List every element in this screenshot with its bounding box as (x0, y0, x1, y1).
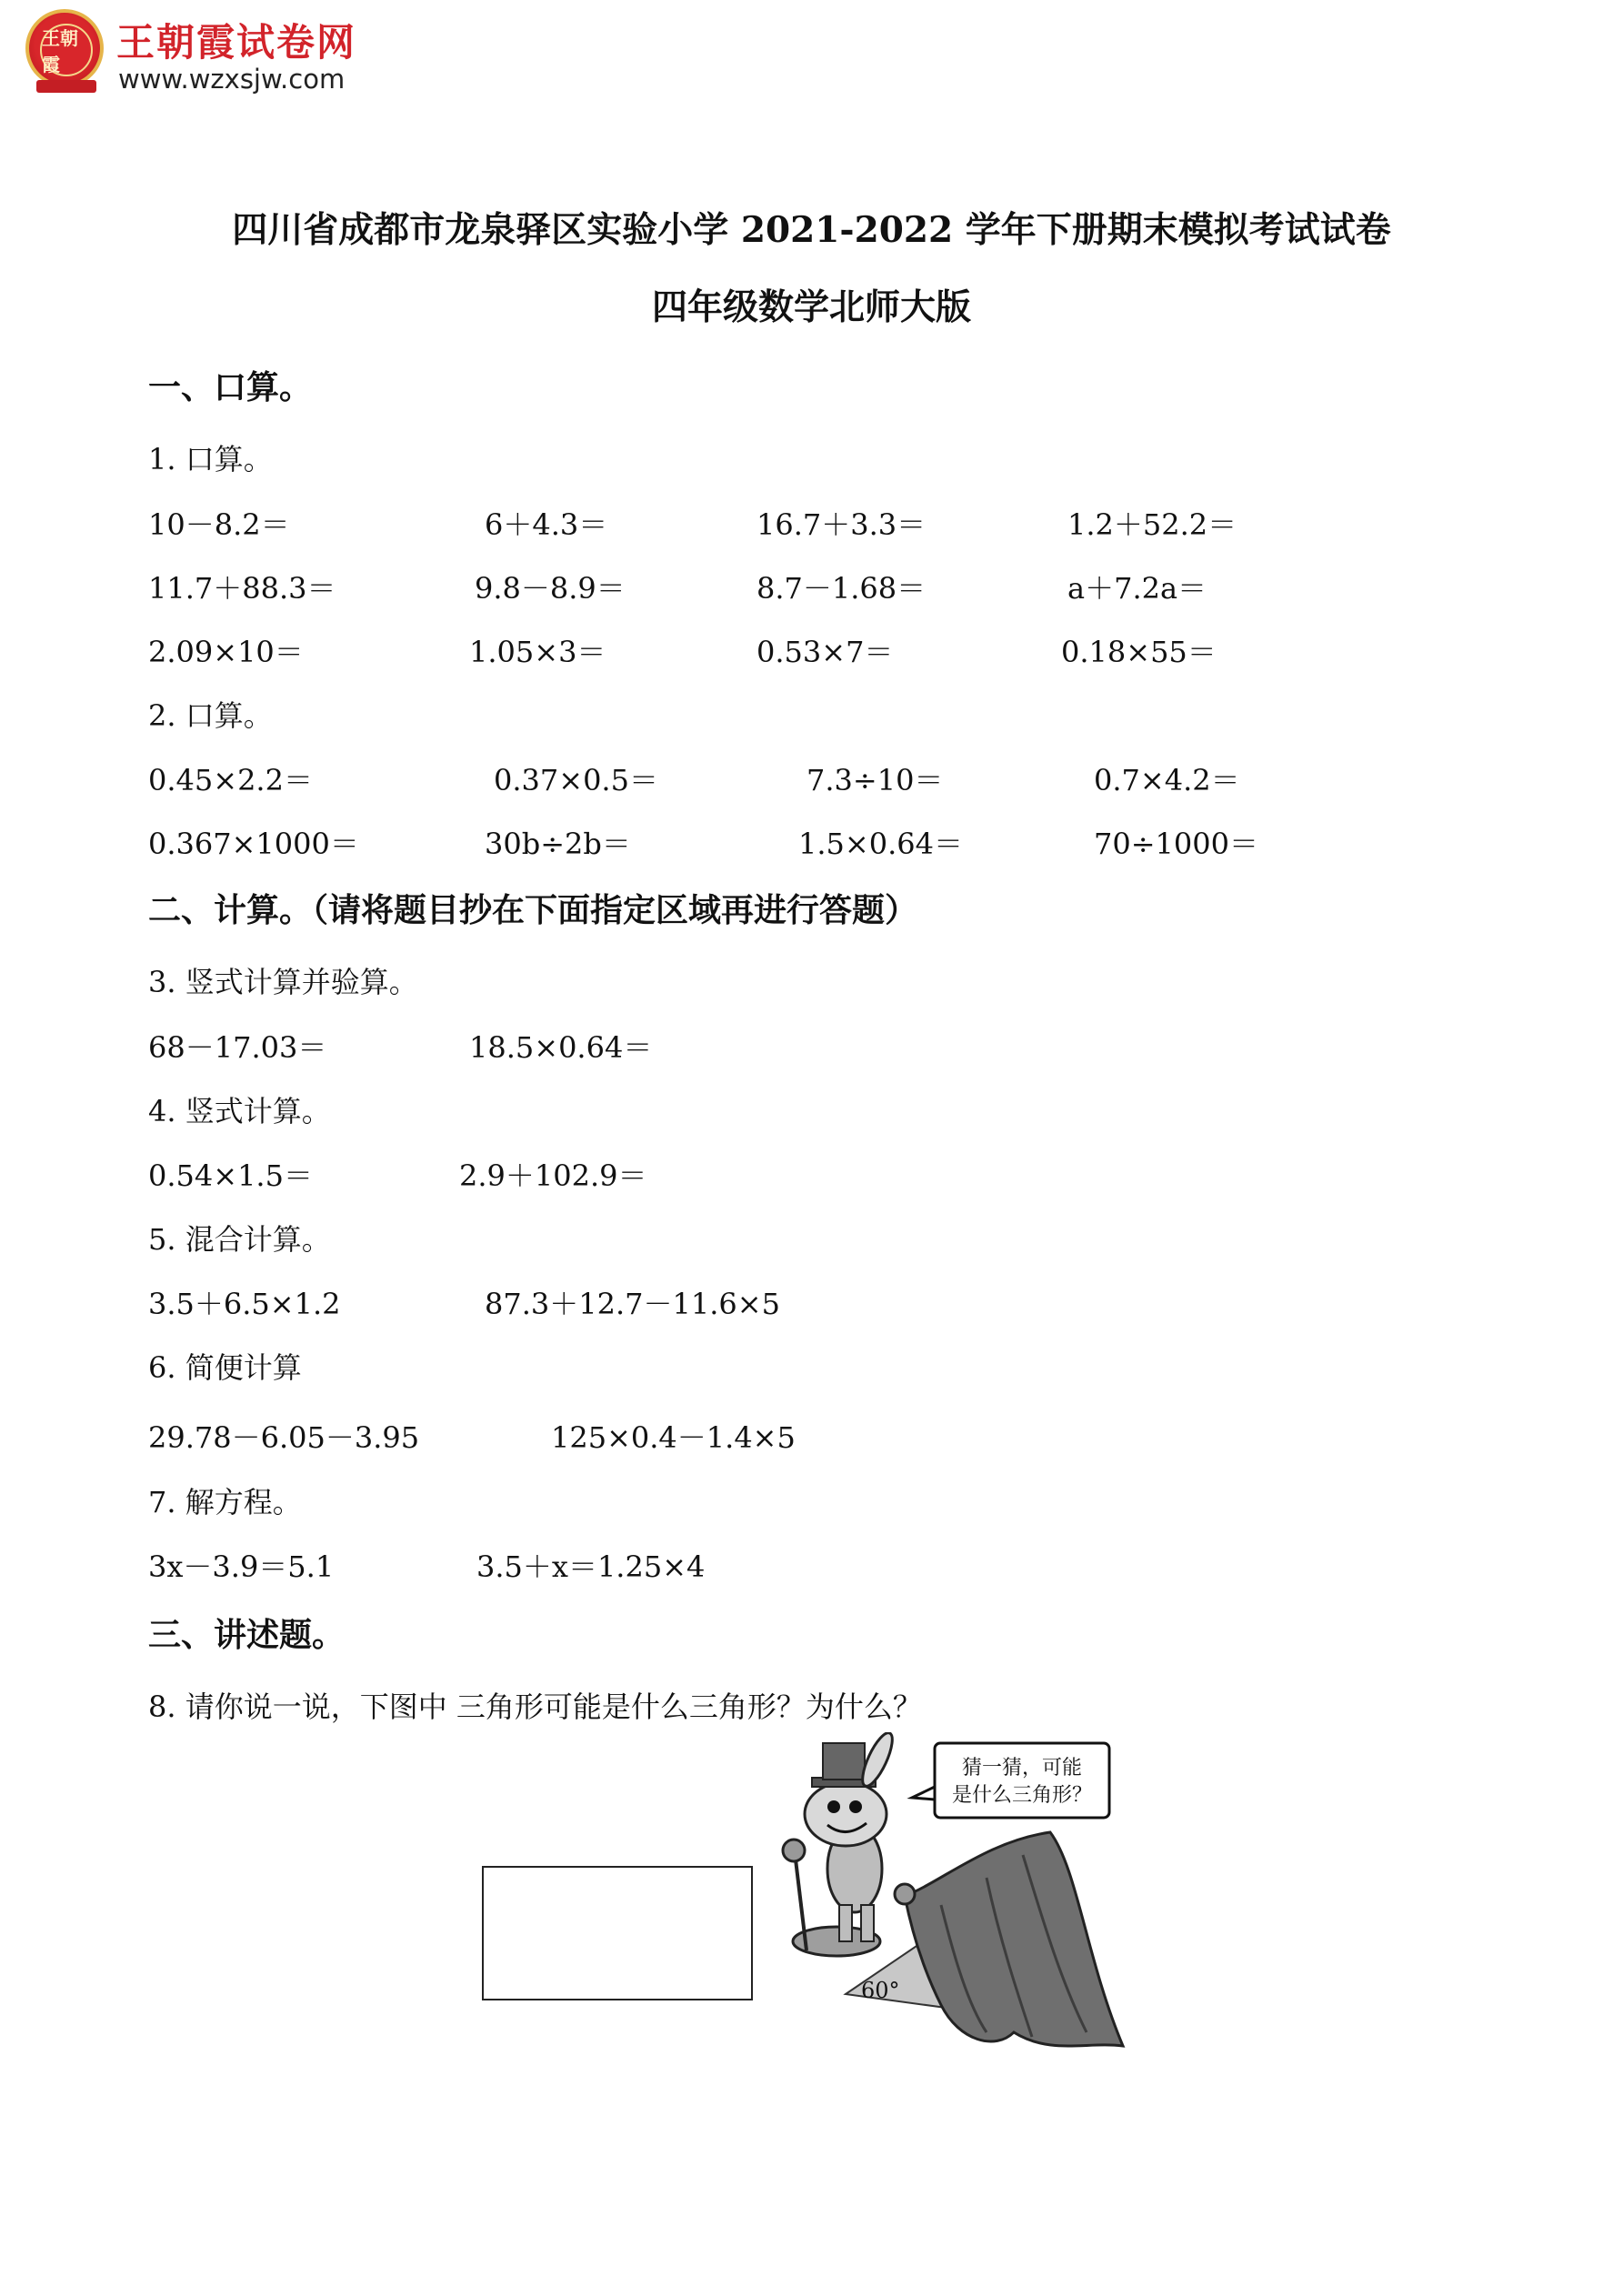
q3-item: 18.5×0.64＝ (469, 1030, 653, 1065)
logo-text: 王朝霞 (40, 24, 93, 76)
q2-item: 0.7×4.2＝ (1094, 763, 1240, 797)
q3-label: 3. 竖式计算并验算。 (148, 965, 418, 999)
q2-item: 0.37×0.5＝ (494, 763, 658, 797)
logo-ribbon (36, 80, 96, 93)
q1-label: 1. 口算。 (148, 442, 273, 476)
q1-item: 1.2＋52.2＝ (1067, 507, 1237, 542)
q7-item: 3.5＋x＝1.25×4 (476, 1549, 706, 1584)
q2-item: 0.367×1000＝ (148, 827, 359, 861)
q2-item: 30b÷2b＝ (485, 827, 631, 861)
site-name: 王朝霞试卷网 (116, 20, 357, 65)
q2-item: 0.45×2.2＝ (148, 763, 313, 797)
site-url[interactable]: www.wzxsjw.com (118, 64, 346, 95)
q4-label: 4. 竖式计算。 (148, 1094, 331, 1128)
q4-item: 0.54×1.5＝ (148, 1158, 313, 1193)
q1-item: 16.7＋3.3＝ (756, 507, 927, 542)
bubble-line1: 猜一猜，可能 (961, 1757, 1083, 1780)
q1-item: 10－8.2＝ (148, 507, 290, 542)
q1-item: 2.09×10＝ (148, 635, 304, 669)
q5-item: 87.3＋12.7－11.6×5 (485, 1287, 780, 1321)
q2-item: 1.5×0.64＝ (798, 827, 963, 861)
q6-item: 125×0.4－1.4×5 (551, 1420, 796, 1455)
q1-item: 0.53×7＝ (756, 635, 894, 669)
site-logo (25, 9, 104, 87)
section2-heading: 二、计算。（请将题目抄在下面指定区域再进行答题） (148, 892, 918, 929)
q7-item: 3x－3.9＝5.1 (148, 1549, 335, 1584)
section1-heading: 一、口算。 (148, 369, 313, 406)
exam-title: 四川省成都市龙泉驿区实验小学 2021-2022 学年下册期末模拟考试试卷 (232, 209, 1391, 251)
q1-item: 11.7＋88.3＝ (148, 571, 336, 606)
q3-item: 68－17.03＝ (148, 1030, 327, 1065)
q8-label: 8. 请你说一说，下图中 三角形可能是什么三角形？为什么？ (148, 1689, 922, 1724)
exam-subtitle: 四年级数学北师大版 (651, 286, 971, 328)
bubble-line2: 是什么三角形？ (951, 1784, 1093, 1807)
section3-heading: 三、讲述题。 (148, 1617, 346, 1654)
q5-label: 5. 混合计算。 (148, 1222, 331, 1257)
q4-item: 2.9＋102.9＝ (459, 1158, 647, 1193)
q6-label: 6. 简便计算 (148, 1350, 302, 1385)
q6-item: 29.78－6.05－3.95 (148, 1420, 420, 1455)
q1-item: 0.18×55＝ (1061, 635, 1217, 669)
q2-item: 70÷1000＝ (1094, 827, 1258, 861)
rabbit-hand-left (783, 1840, 805, 1861)
q1-item: 1.05×3＝ (469, 635, 606, 669)
illustration-svg (759, 1732, 1173, 2096)
bubble-tail (912, 1787, 935, 1800)
q1-item: 8.7－1.68＝ (756, 571, 927, 606)
top-hat (823, 1743, 865, 1780)
rabbit-cloth-illustration (759, 1732, 1173, 2096)
q2-item: 7.3÷10＝ (806, 763, 944, 797)
angle-label: 60° (861, 1978, 900, 2003)
q1-item: a＋7.2a＝ (1067, 571, 1207, 606)
q1-item: 6＋4.3＝ (485, 507, 608, 542)
magic-cloth (905, 1832, 1123, 2046)
rabbit-eye-left (827, 1800, 840, 1813)
rabbit-hand-right (895, 1884, 915, 1904)
q5-item: 3.5＋6.5×1.2 (148, 1287, 341, 1321)
q1-item: 9.8－8.9＝ (475, 571, 626, 606)
rabbit-eye-right (849, 1800, 862, 1813)
answer-box[interactable] (482, 1866, 753, 2000)
q2-label: 2. 口算。 (148, 698, 273, 733)
q7-label: 7. 解方程。 (148, 1485, 302, 1519)
rabbit-head (805, 1782, 887, 1846)
